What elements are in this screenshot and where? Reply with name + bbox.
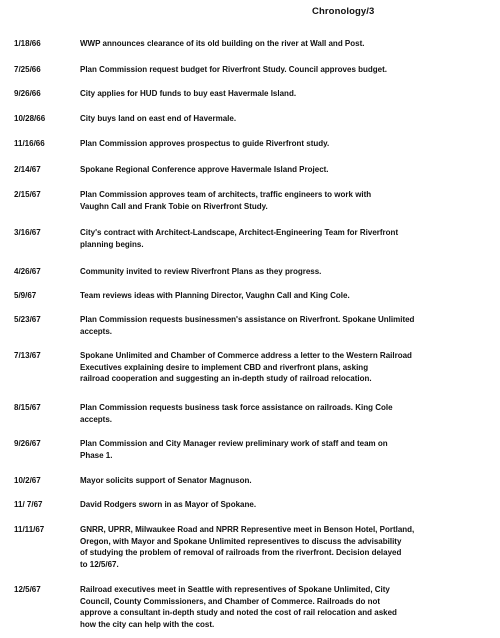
entry-text: City buys land on east end of Havermale. [80, 114, 237, 123]
entry-text: Railroad executives meet in Seattle with representives of Spokane Unlimited, City Council, County Commissioners, and Chamber of Commerce. Railroads do not approve a consultant in-depth study and noted the cost of rail relocation and asked how the city can help with the cost. [80, 585, 397, 629]
entry-text: Plan Commission requests businessmen's assistance on Riverfront. Spokane Unlimited accepts. [80, 315, 415, 336]
entry-text: City's contract with Architect-Landscape, Architect-Engineering Team for Riverfront planning begins. [80, 228, 399, 249]
entry-date: 7/25/66 [14, 65, 41, 74]
entry-text: Community invited to review Riverfront Plans as they progress. [80, 267, 322, 276]
entry-date: 12/5/67 [14, 585, 41, 594]
entry-date: 1/18/66 [14, 39, 41, 48]
entry-date: 2/14/67 [14, 165, 41, 174]
entry-text: WWP announces clearance of its old building on the river at Wall and Post. [80, 39, 365, 48]
entry-date: 3/16/67 [14, 228, 41, 237]
entry-date: 11/16/66 [14, 139, 45, 148]
entry-date: 11/11/67 [14, 525, 45, 534]
entry-text: Spokane Regional Conference approve Havermale Island Project. [80, 165, 329, 174]
entry-text: David Rodgers sworn in as Mayor of Spokane. [80, 500, 257, 509]
entry-text: Plan Commission requests business task force assistance on railroads. King Cole accepts. [80, 403, 393, 424]
entry-text: Spokane Unlimited and Chamber of Commerce address a letter to the Western Railroad Executives explaining desire to implement CBD and riverfront plans, asking railroad cooperation and suggesting an in-depth study of railroad relocation. [80, 351, 412, 383]
entry-date: 4/26/67 [14, 267, 41, 276]
entry-date: 10/28/66 [14, 114, 46, 123]
entry-date: 8/15/67 [14, 403, 41, 412]
entry-text: Mayor solicits support of Senator Magnuson. [80, 476, 252, 485]
entry-text: Team reviews ideas with Planning Director, Vaughn Call and King Cole. [80, 291, 350, 300]
page-header: Chronology/3 [312, 6, 375, 17]
entry-text: Plan Commission request budget for Riverfront Study. Council approves budget. [80, 65, 387, 74]
entry-date: 5/9/67 [14, 291, 37, 300]
entry-text: GNRR, UPRR, Milwaukee Road and NPRR Representive meet in Benson Hotel, Portland, Oregon, with Mayor and Spokane Unlimited representives to discuss the advisability of studying the problem of removal of railroads from the riverfront. Decision delayed to 12/5/67. [80, 525, 415, 569]
entry-date: 7/13/67 [14, 351, 41, 360]
entry-text: Plan Commission approves prospectus to guide Riverfront study. [80, 139, 330, 148]
entry-date: 2/15/67 [14, 190, 41, 199]
entry-date: 5/23/67 [14, 315, 41, 324]
entry-text: Plan Commission approves team of architects, traffic engineers to work with Vaughn Call and Frank Tobie on Riverfront Study. [80, 190, 372, 211]
entry-date: 10/2/67 [14, 476, 41, 485]
entry-date: 9/26/67 [14, 439, 41, 448]
entry-text: City applies for HUD funds to buy east Havermale Island. [80, 89, 297, 98]
entry-date: 11/ 7/67 [14, 500, 43, 509]
entry-date: 9/26/66 [14, 89, 41, 98]
entry-text: Plan Commission and City Manager review preliminary work of staff and team on Phase 1. [80, 439, 388, 460]
